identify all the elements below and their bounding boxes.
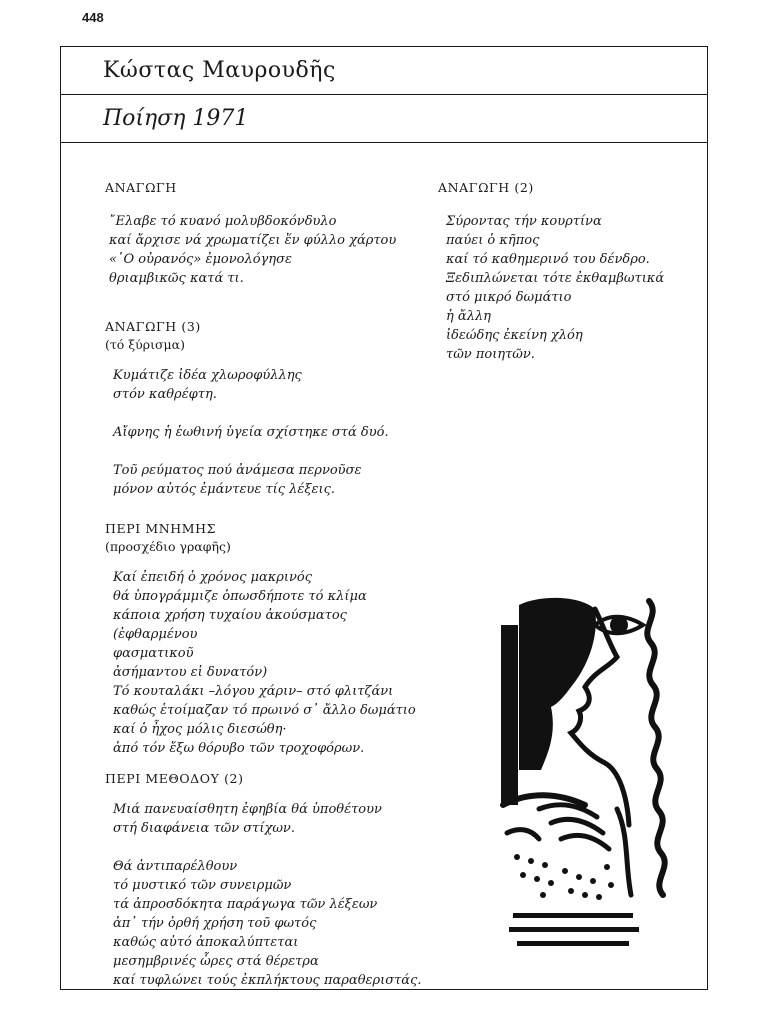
poem-stanza [105, 568, 416, 758]
poem-title: ΑΝΑΓΩΓΗ (2) [438, 180, 534, 195]
page-number: 448 [82, 10, 104, 25]
poem-line: καί ὁ ἦχος μόλις διεσώθη· [113, 722, 287, 737]
poem-line: Θά ἀντιπαρέλθουν [113, 859, 238, 874]
poem-line: Κυμάτιζε ἰδέα χλωροφύλλης [113, 368, 302, 383]
poem-line: παύει ὁ κῆπος [446, 233, 540, 248]
page-frame [60, 46, 708, 990]
poem-line: καί τυφλώνει τούς ἐκπλήκτους παραθεριστάς. [113, 973, 422, 988]
poem-line: κάποια χρήση τυχαίου ἀκούσματος [113, 608, 347, 623]
poem-line: μόνον αὐτός ἐμάντευε τίς λέξεις. [113, 482, 336, 497]
poem-title: ΠΕΡΙ ΜΝΗΜΗΣ [105, 521, 217, 536]
poem-line: Τοῦ ρεύματος πού ἀνάμεσα περνοῦσε [113, 463, 362, 478]
poem-anagogi [105, 180, 396, 288]
title-band [61, 94, 707, 143]
poem-line: ἡ ἄλλη [446, 309, 491, 324]
poem-line: φασματικοῦ [113, 646, 194, 661]
poem-subtitle: (προσχέδιο γραφῆς) [105, 539, 231, 554]
poem-title: ΑΝΑΓΩΓΗ (3) [105, 319, 201, 334]
poem-line: Σύροντας τήν κουρτίνα [446, 214, 602, 229]
poem-line: στή διαφάνεια τῶν στίχων. [113, 821, 295, 836]
poem-subtitle: (τό ξύρισμα) [105, 337, 185, 352]
poem-line: ἰδεώδης ἐκείνη χλόη [446, 328, 583, 343]
poem-title: ΠΕΡΙ ΜΕΘΟΔΟΥ (2) [105, 771, 244, 786]
poem-line: ῎Ελαβε τό κυανό μολυβδοκόνδυλο [109, 214, 337, 229]
poem-line: καί τό καθημερινό του δένδρο. [446, 252, 650, 267]
poem-line: στόν καθρέφτη. [113, 387, 217, 402]
book-title: Ποίηση 1971 [103, 106, 249, 131]
poem-line: (ἐφθαρμένου [113, 627, 198, 642]
poem-line: Μιά πανευαίσθητη ἐφηβία θά ὑποθέτουν [113, 802, 382, 817]
poem-anagogi-3 [105, 319, 389, 499]
poem-line: στό μικρό δωμάτιο [446, 290, 572, 305]
poem-stanza [105, 800, 422, 990]
poem-line: «῾Ο οὐρανός» ἐμονολόγησε [109, 252, 292, 267]
profile-ink-drawing-icon [499, 595, 679, 955]
poem-peri-mnimis [105, 521, 416, 758]
author-band [61, 47, 707, 95]
poem-line: καί ἄρχισε νά χρωματίζει ἕν φύλλο χάρτου [109, 233, 397, 248]
poem-line: τό μυστικό τῶν συνειρμῶν [113, 878, 292, 893]
author-name: Κώστας Μαυρουδῆς [103, 58, 336, 83]
poem-line: θά ὑπογράμμιζε ὁπωσδήποτε τό κλίμα [113, 589, 367, 604]
poem-line: καθώς αὐτό ἀποκαλύπτεται [113, 935, 299, 950]
poem-stanza [438, 212, 664, 364]
poem-peri-methodou [105, 771, 422, 990]
poem-line: τά ἀπροσδόκητα παράγωγα τῶν λέξεων [113, 897, 378, 912]
poem-line: Τό κουταλάκι –λόγου χάριν– στό φλιτζάνι [113, 684, 394, 699]
poem-line: ἀσήμαντου εἰ δυνατόν) [113, 665, 268, 680]
poem-stanza [105, 366, 389, 499]
poem-title: ΑΝΑΓΩΓΗ [105, 180, 177, 195]
poem-line: Ξεδιπλώνεται τότε ἐκθαμβωτικά [446, 271, 665, 286]
poem-line: θριαμβικῶς κατά τι. [109, 271, 244, 286]
poem-line: καθώς ἑτοίμαζαν τό πρωινό σ᾿ ἄλλο δωμάτιο [113, 703, 416, 718]
poem-line: τῶν ποιητῶν. [446, 347, 535, 362]
poem-line: ἀπ᾿ τήν ὀρθή χρήση τοῦ φωτός [113, 916, 317, 931]
poem-line: Αἴφνης ἡ ἑωθινή ὑγεία σχίστηκε στά δυό. [113, 425, 389, 440]
poem-line: ἀπό τόν ἔξω θόρυβο τῶν τροχοφόρων. [113, 741, 365, 756]
poem-line: Καί ἐπειδή ὁ χρόνος μακρινός [113, 570, 313, 585]
poem-stanza [105, 212, 396, 288]
poem-line: μεσημβρινές ὧρες στά θέρετρα [113, 954, 319, 969]
poem-anagogi-2 [438, 180, 664, 364]
